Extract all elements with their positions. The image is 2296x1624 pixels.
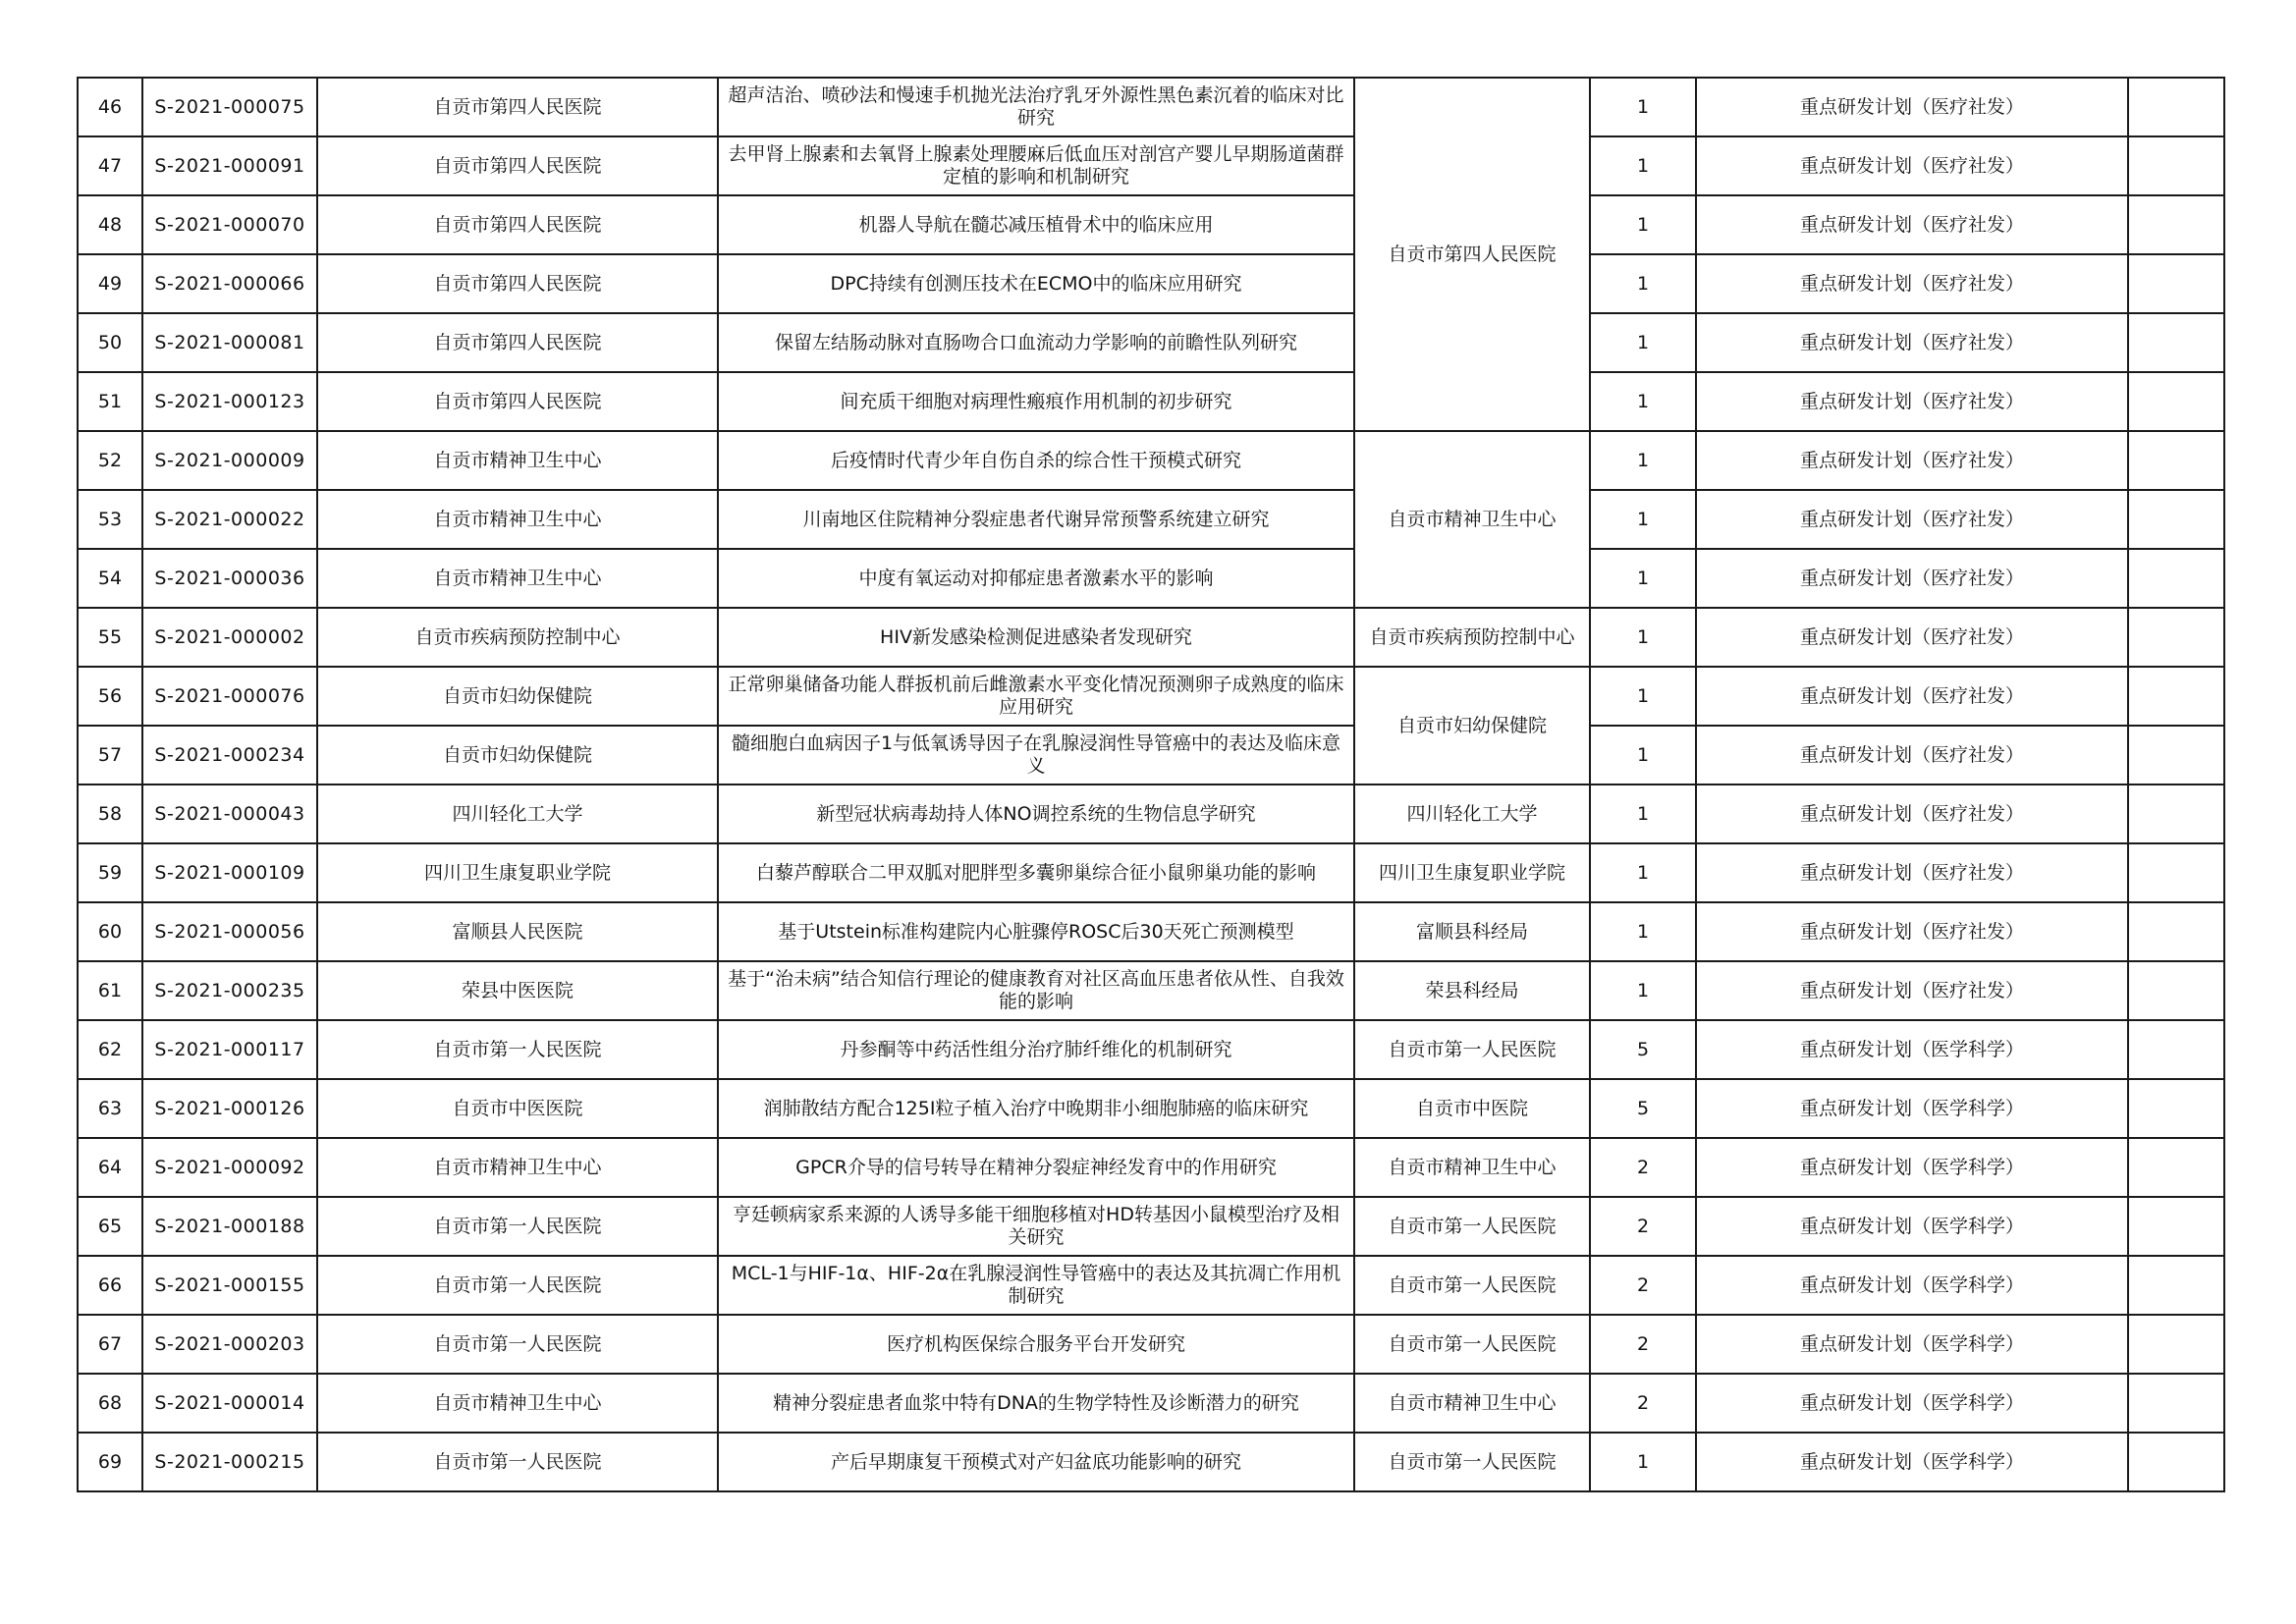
table-row [78,1197,2224,1256]
recommending-unit-cell: 自贡市第一人民医院 [1354,1197,1590,1256]
project-title-cell: 精神分裂症患者血浆中特有DNA的生物学特性及诊断潜力的研究 [718,1374,1354,1433]
row-number-cell: 52 [78,431,142,490]
project-title-cell: 超声洁治、喷砂法和慢速手机抛光法治疗乳牙外源性黑色素沉着的临床对比研究 [718,78,1354,136]
project-code-cell: S-2021-000155 [142,1256,317,1315]
plan-category-cell: 重点研发计划（医疗社发） [1696,254,2128,313]
count-cell: 1 [1590,254,1696,313]
applicant-unit-cell: 自贡市妇幼保健院 [317,667,718,726]
plan-category-cell: 重点研发计划（医疗社发） [1696,608,2128,667]
project-code-cell: S-2021-000235 [142,961,317,1020]
row-number-cell: 53 [78,490,142,549]
applicant-unit-cell: 自贡市第四人民医院 [317,313,718,372]
project-title-cell: 川南地区住院精神分裂症患者代谢异常预警系统建立研究 [718,490,1354,549]
project-code-cell: S-2021-000117 [142,1020,317,1079]
row-number-cell: 62 [78,1020,142,1079]
row-number-cell: 68 [78,1374,142,1433]
applicant-unit-cell: 自贡市第四人民医院 [317,372,718,431]
table-row [78,313,2224,372]
plan-category-cell: 重点研发计划（医疗社发） [1696,372,2128,431]
table-row [78,1079,2224,1138]
applicant-unit-cell: 自贡市妇幼保健院 [317,726,718,785]
project-code-cell: S-2021-000215 [142,1433,317,1491]
applicant-unit-cell: 自贡市第一人民医院 [317,1315,718,1374]
plan-category-cell: 重点研发计划（医学科学） [1696,1374,2128,1433]
plan-category-cell: 重点研发计划（医疗社发） [1696,843,2128,902]
applicant-unit-cell: 自贡市中医医院 [317,1079,718,1138]
applicant-unit-cell: 自贡市第四人民医院 [317,136,718,195]
plan-category-cell: 重点研发计划（医疗社发） [1696,136,2128,195]
count-cell: 1 [1590,785,1696,843]
plan-category-cell: 重点研发计划（医学科学） [1696,1433,2128,1491]
count-cell: 5 [1590,1020,1696,1079]
plan-category-cell: 重点研发计划（医学科学） [1696,1256,2128,1315]
applicant-unit-cell: 富顺县人民医院 [317,902,718,961]
project-code-cell: S-2021-000009 [142,431,317,490]
plan-category-cell: 重点研发计划（医疗社发） [1696,667,2128,726]
row-number-cell: 61 [78,961,142,1020]
table-row [78,1256,2224,1315]
project-title-cell: 产后早期康复干预模式对产妇盆底功能影响的研究 [718,1433,1354,1491]
applicant-unit-cell: 四川卫生康复职业学院 [317,843,718,902]
project-title-cell: MCL-1与HIF-1α、HIF-2α在乳腺浸润性导管癌中的表达及其抗凋亡作用机制研究 [718,1256,1354,1315]
table-row [78,78,2224,136]
row-number-cell: 50 [78,313,142,372]
table-row [78,1433,2224,1491]
count-cell: 1 [1590,961,1696,1020]
plan-category-cell: 重点研发计划（医疗社发） [1696,431,2128,490]
count-cell: 2 [1590,1138,1696,1197]
project-code-cell: S-2021-000002 [142,608,317,667]
project-title-cell: 保留左结肠动脉对直肠吻合口血流动力学影响的前瞻性队列研究 [718,313,1354,372]
applicant-unit-cell: 自贡市精神卫生中心 [317,1138,718,1197]
row-number-cell: 49 [78,254,142,313]
applicant-unit-cell: 自贡市疾病预防控制中心 [317,608,718,667]
table-row [78,490,2224,549]
row-number-cell: 58 [78,785,142,843]
note-cell [2128,1079,2224,1138]
project-code-cell: S-2021-000075 [142,78,317,136]
row-number-cell: 67 [78,1315,142,1374]
count-cell: 5 [1590,1079,1696,1138]
applicant-unit-cell: 自贡市精神卫生中心 [317,431,718,490]
note-cell [2128,608,2224,667]
count-cell: 2 [1590,1374,1696,1433]
project-code-cell: S-2021-000126 [142,1079,317,1138]
row-number-cell: 55 [78,608,142,667]
row-number-cell: 48 [78,195,142,254]
project-title-cell: 间充质干细胞对病理性瘢痕作用机制的初步研究 [718,372,1354,431]
table-row [78,1315,2224,1374]
plan-category-cell: 重点研发计划（医学科学） [1696,1138,2128,1197]
count-cell: 1 [1590,843,1696,902]
note-cell [2128,78,2224,136]
note-cell [2128,136,2224,195]
project-title-cell: 去甲肾上腺素和去氧肾上腺素处理腰麻后低血压对剖宫产婴儿早期肠道菌群定植的影响和机制研究 [718,136,1354,195]
table-row [78,843,2224,902]
recommending-unit-cell: 荣县科经局 [1354,961,1590,1020]
recommending-unit-cell: 四川卫生康复职业学院 [1354,843,1590,902]
count-cell: 1 [1590,313,1696,372]
table-row [78,431,2224,490]
project-list-sheet [77,77,2225,1492]
project-code-cell: S-2021-000234 [142,726,317,785]
table-row [78,136,2224,195]
applicant-unit-cell: 自贡市精神卫生中心 [317,1374,718,1433]
table-row [78,1020,2224,1079]
project-code-cell: S-2021-000066 [142,254,317,313]
project-code-cell: S-2021-000014 [142,1374,317,1433]
applicant-unit-cell: 自贡市第四人民医院 [317,195,718,254]
project-code-cell: S-2021-000056 [142,902,317,961]
plan-category-cell: 重点研发计划（医疗社发） [1696,961,2128,1020]
note-cell [2128,667,2224,726]
project-code-cell: S-2021-000092 [142,1138,317,1197]
project-code-cell: S-2021-000022 [142,490,317,549]
plan-category-cell: 重点研发计划（医疗社发） [1696,78,2128,136]
note-cell [2128,490,2224,549]
count-cell: 1 [1590,431,1696,490]
note-cell [2128,254,2224,313]
count-cell: 1 [1590,667,1696,726]
project-code-cell: S-2021-000043 [142,785,317,843]
applicant-unit-cell: 四川轻化工大学 [317,785,718,843]
recommending-unit-cell: 自贡市第一人民医院 [1354,1020,1590,1079]
row-number-cell: 64 [78,1138,142,1197]
applicant-unit-cell: 自贡市第一人民医院 [317,1433,718,1491]
recommending-unit-cell: 自贡市中医院 [1354,1079,1590,1138]
project-code-cell: S-2021-000036 [142,549,317,608]
count-cell: 1 [1590,195,1696,254]
project-code-cell: S-2021-000081 [142,313,317,372]
note-cell [2128,785,2224,843]
project-code-cell: S-2021-000203 [142,1315,317,1374]
project-title-cell: HIV新发感染检测促进感染者发现研究 [718,608,1354,667]
applicant-unit-cell: 自贡市第四人民医院 [317,78,718,136]
project-title-cell: 润肺散结方配合125I粒子植入治疗中晚期非小细胞肺癌的临床研究 [718,1079,1354,1138]
table-row [78,1138,2224,1197]
table-row [78,608,2224,667]
recommending-unit-cell: 富顺县科经局 [1354,902,1590,961]
recommending-unit-cell: 四川轻化工大学 [1354,785,1590,843]
project-title-cell: 机器人导航在髓芯减压植骨术中的临床应用 [718,195,1354,254]
project-title-cell: 后疫情时代青少年自伤自杀的综合性干预模式研究 [718,431,1354,490]
recommending-unit-cell: 自贡市精神卫生中心 [1354,431,1590,608]
table-row [78,902,2224,961]
note-cell [2128,1256,2224,1315]
row-number-cell: 51 [78,372,142,431]
table-row [78,372,2224,431]
count-cell: 1 [1590,1433,1696,1491]
recommending-unit-cell: 自贡市第四人民医院 [1354,78,1590,431]
note-cell [2128,372,2224,431]
row-number-cell: 56 [78,667,142,726]
row-number-cell: 66 [78,1256,142,1315]
note-cell [2128,902,2224,961]
note-cell [2128,1138,2224,1197]
count-cell: 1 [1590,136,1696,195]
plan-category-cell: 重点研发计划（医疗社发） [1696,490,2128,549]
row-number-cell: 46 [78,78,142,136]
plan-category-cell: 重点研发计划（医学科学） [1696,1079,2128,1138]
table-row [78,254,2224,313]
row-number-cell: 54 [78,549,142,608]
plan-category-cell: 重点研发计划（医学科学） [1696,1315,2128,1374]
count-cell: 2 [1590,1197,1696,1256]
table-row [78,1374,2224,1433]
project-title-cell: 医疗机构医保综合服务平台开发研究 [718,1315,1354,1374]
applicant-unit-cell: 自贡市精神卫生中心 [317,490,718,549]
count-cell: 2 [1590,1256,1696,1315]
plan-category-cell: 重点研发计划（医疗社发） [1696,549,2128,608]
note-cell [2128,1374,2224,1433]
project-title-cell: 髓细胞白血病因子1与低氧诱导因子在乳腺浸润性导管癌中的表达及临床意义 [718,726,1354,785]
note-cell [2128,431,2224,490]
project-title-cell: 基于“治未病”结合知信行理论的健康教育对社区高血压患者依从性、自我效能的影响 [718,961,1354,1020]
recommending-unit-cell: 自贡市第一人民医院 [1354,1433,1590,1491]
project-title-cell: 基于Utstein标准构建院内心脏骤停ROSC后30天死亡预测模型 [718,902,1354,961]
count-cell: 1 [1590,549,1696,608]
note-cell [2128,961,2224,1020]
note-cell [2128,313,2224,372]
project-title-cell: 亨廷顿病家系来源的人诱导多能干细胞移植对HD转基因小鼠模型治疗及相关研究 [718,1197,1354,1256]
table-row [78,195,2224,254]
table-row [78,785,2224,843]
row-number-cell: 63 [78,1079,142,1138]
project-title-cell: 新型冠状病毒劫持人体NO调控系统的生物信息学研究 [718,785,1354,843]
plan-category-cell: 重点研发计划（医疗社发） [1696,313,2128,372]
applicant-unit-cell: 荣县中医医院 [317,961,718,1020]
recommending-unit-cell: 自贡市第一人民医院 [1354,1256,1590,1315]
plan-category-cell: 重点研发计划（医疗社发） [1696,195,2128,254]
plan-category-cell: 重点研发计划（医学科学） [1696,1197,2128,1256]
count-cell: 2 [1590,1315,1696,1374]
recommending-unit-cell: 自贡市妇幼保健院 [1354,667,1590,785]
note-cell [2128,726,2224,785]
project-title-cell: 丹参酮等中药活性组分治疗肺纤维化的机制研究 [718,1020,1354,1079]
row-number-cell: 65 [78,1197,142,1256]
row-number-cell: 47 [78,136,142,195]
applicant-unit-cell: 自贡市精神卫生中心 [317,549,718,608]
plan-category-cell: 重点研发计划（医疗社发） [1696,726,2128,785]
applicant-unit-cell: 自贡市第一人民医院 [317,1020,718,1079]
recommending-unit-cell: 自贡市精神卫生中心 [1354,1374,1590,1433]
note-cell [2128,1197,2224,1256]
project-code-cell: S-2021-000188 [142,1197,317,1256]
plan-category-cell: 重点研发计划（医学科学） [1696,1020,2128,1079]
note-cell [2128,195,2224,254]
row-number-cell: 59 [78,843,142,902]
table-row [78,549,2224,608]
note-cell [2128,1433,2224,1491]
table-row [78,726,2224,785]
project-title-cell: 白藜芦醇联合二甲双胍对肥胖型多囊卵巢综合征小鼠卵巢功能的影响 [718,843,1354,902]
count-cell: 1 [1590,608,1696,667]
recommending-unit-cell: 自贡市疾病预防控制中心 [1354,608,1590,667]
applicant-unit-cell: 自贡市第一人民医院 [317,1256,718,1315]
count-cell: 1 [1590,726,1696,785]
table-body [78,78,2224,1491]
applicant-unit-cell: 自贡市第一人民医院 [317,1197,718,1256]
note-cell [2128,843,2224,902]
recommending-unit-cell: 自贡市第一人民医院 [1354,1315,1590,1374]
note-cell [2128,549,2224,608]
table-row [78,961,2224,1020]
plan-category-cell: 重点研发计划（医疗社发） [1696,902,2128,961]
count-cell: 1 [1590,490,1696,549]
project-code-cell: S-2021-000076 [142,667,317,726]
plan-category-cell: 重点研发计划（医疗社发） [1696,785,2128,843]
applicant-unit-cell: 自贡市第四人民医院 [317,254,718,313]
project-code-cell: S-2021-000109 [142,843,317,902]
row-number-cell: 60 [78,902,142,961]
note-cell [2128,1020,2224,1079]
count-cell: 1 [1590,902,1696,961]
project-title-cell: GPCR介导的信号转导在精神分裂症神经发育中的作用研究 [718,1138,1354,1197]
count-cell: 1 [1590,78,1696,136]
project-table [77,77,2225,1492]
project-title-cell: 正常卵巢储备功能人群扳机前后雌激素水平变化情况预测卵子成熟度的临床应用研究 [718,667,1354,726]
recommending-unit-cell: 自贡市精神卫生中心 [1354,1138,1590,1197]
table-row [78,667,2224,726]
row-number-cell: 57 [78,726,142,785]
project-code-cell: S-2021-000123 [142,372,317,431]
note-cell [2128,1315,2224,1374]
count-cell: 1 [1590,372,1696,431]
project-title-cell: DPC持续有创测压技术在ECMO中的临床应用研究 [718,254,1354,313]
project-code-cell: S-2021-000070 [142,195,317,254]
row-number-cell: 69 [78,1433,142,1491]
project-code-cell: S-2021-000091 [142,136,317,195]
project-title-cell: 中度有氧运动对抑郁症患者激素水平的影响 [718,549,1354,608]
